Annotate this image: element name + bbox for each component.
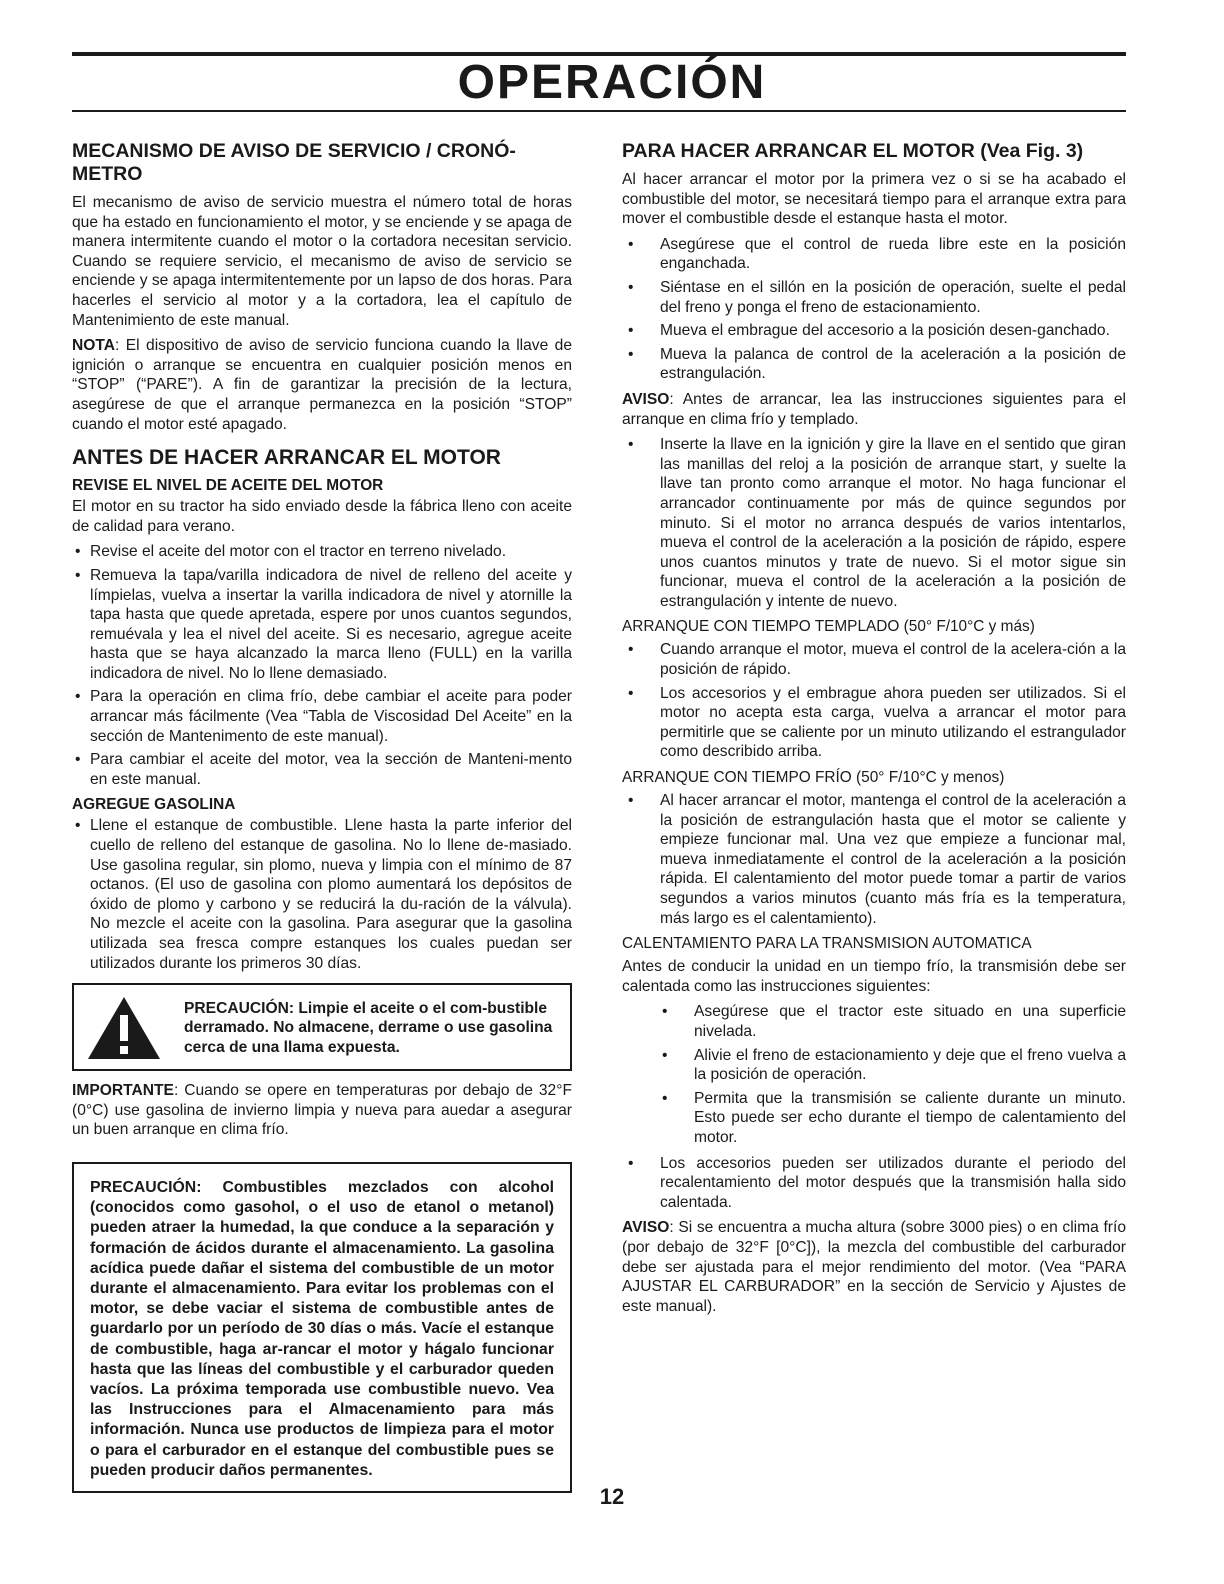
paragraph-arrancar: Al hacer arrancar el motor por la primera vez o si se ha acabado el combustible del motor, se necesitará tiempo para el arranque extra para mover el combustible desde el estanque hasta el motor. [622, 171, 1126, 228]
paragraph-mecanismo: El mecanismo de aviso de servicio muestra el número total de horas que ha estado en funcionamiento el motor, y se enciende y se apaga de manera intermitente cuando el motor o la cortadora necesitan servicio. Cuando se requiere servicio, el mecanismo de aviso de servicio se enciende y se apaga intermitentemente por un lapso de dos horas. Para hacerles el servicio al motor y a la cortadora, lea el capítulo de Mantenimiento de este manual. [72, 194, 572, 329]
revise-list [72, 542, 572, 789]
nota-label: NOTA [72, 337, 116, 355]
section-heading-antes: ANTES DE HACER ARRANCAR EL MOTOR [72, 446, 501, 470]
frio-list [622, 791, 1126, 928]
left-column [72, 140, 572, 1493]
list-item: • Llene el estanque de combustible. Llene hasta la parte inferior del cuello de relleno del estanque de gasolina. No lo llene de-masiado. Use gasolina regular, sin plomo, nueva y limpia con el mínimo de 87 octanos. (El uso de gasolina con plomo aumentará los depósitos de óxido de plomo y carbono y se reducirá la du-ración de la válvula). No mezcle el aceite con la gasolina. Para asegurar que la gasolina utilizada sea fresca compre estanques los cuales puedan ser utilizados durante los primeros 30 días. [72, 816, 572, 973]
warning-triangle-icon [86, 995, 162, 1061]
list-item: • Para la operación en clima frío, debe cambiar el aceite para poder arrancar más fácilmente (Vea “Tabla de Viscosidad Del Aceite” en la sección de Mantenimento de este manual). [72, 687, 572, 746]
subheading-revise: REVISE EL NIVEL DE ACEITE DEL MOTOR [72, 477, 384, 495]
list-item: • Al hacer arrancar el motor, mantenga el control de la aceleración a la posición de estrangulación hasta que el motor se caliente y empieze funcionar mal. Una vez que empieze a funcionar mal, mueva inmediatamente el control de la aceleración a la posición rápida. El calentamiento del motor puede tomar a partir de varios segundos a varios minutos (cuanto más fría es la temperatura, más largo es el calentamiento). [622, 791, 1126, 928]
list-item: • Asegúrese que el control de rueda libre este en la posición enganchada. [622, 235, 1126, 274]
list-item: • Mueva el embrague del accesorio a la posición desen-ganchado. [622, 321, 1126, 341]
section-heading-arrancar: PARA HACER ARRANCAR EL MOTOR (Vea Fig. 3) [622, 140, 1084, 162]
paragraph-importante [72, 1081, 572, 1140]
caution-text: PRECAUCIÓN: Limpie el aceite o el com-bustible derramado. No almacene, derrame o use gasolina cerca de una llama expuesta. [184, 999, 553, 1056]
templado-list [622, 640, 1126, 762]
caution-box-spill [72, 983, 572, 1071]
aviso-text: : Si se encuentra a mucha altura (sobre 3000 pies) o en clima frío (por debajo de 32°F [0°C]), la mezcla del combustible del carburador debe ser ajustada para el mejor rendimiento del motor. (Vea “PARA AJUSTAR EL CARBURADOR” en la sección de Servicio y Ajustes de este manual). [622, 1219, 1126, 1315]
list-item: • Los accesorios y el embrague ahora pueden ser utilizados. Si el motor no acepta esta carga, vuelva a arrancar el motor para permitirle que se caliente por un minuto utilizando el estrangulador como describido arriba. [622, 684, 1126, 762]
paragraph-nota [72, 336, 572, 434]
subheading-frio: ARRANQUE CON TIEMPO FRÍO (50° F/10°C y menos) [622, 769, 1005, 787]
section-heading-mecanismo: MECANISMO DE AVISO DE SERVICIO / CRONÓ-METRO [72, 140, 516, 185]
subheading-templado: ARRANQUE CON TIEMPO TEMPLADO (50° F/10°C y más) [622, 618, 1035, 636]
list-item: • Permita que la transmisión se caliente durante un minuto. Esto puede ser echo durante el tiempo de calentamiento del motor. [656, 1089, 1126, 1148]
paragraph-revise: El motor en su tractor ha sido enviado desde la fábrica lleno con aceite de calidad para verano. [72, 498, 572, 535]
list-item: • Asegúrese que el tractor este situado en una superficie nivelada. [656, 1002, 1126, 1041]
arrancar-list [622, 235, 1126, 384]
subheading-calentamiento: CALENTAMIENTO PARA LA TRANSMISION AUTOMATICA [622, 935, 1032, 953]
paragraph-aviso-altura [622, 1218, 1126, 1316]
header-rule-bottom [72, 110, 1126, 112]
gasolina-list [72, 816, 572, 973]
importante-label: IMPORTANTE [72, 1082, 174, 1100]
aviso-text: : Antes de arrancar, lea las instrucciones siguientes para el arranque en clima frío y templado. [622, 390, 1126, 428]
list-item: • Cuando arranque el motor, mueva el control de la acelera-ción a la posición de rápido. [622, 640, 1126, 679]
page-title: OPERACIÓN [457, 56, 767, 109]
aviso-label: AVISO [622, 390, 670, 408]
list-item: • Siéntase en el sillón en la posición de operación, suelte el pedal del freno y ponga el freno de estacionamiento. [622, 278, 1126, 317]
accesorios-list [622, 1154, 1126, 1213]
calentamiento-list [656, 1002, 1126, 1147]
right-column [622, 140, 1126, 1322]
list-item: • Revise el aceite del motor con el tractor en terreno nivelado. [72, 542, 572, 562]
list-item: • Alivie el freno de estacionamiento y deje que el freno vuelva a la posición de operación. [656, 1046, 1126, 1085]
list-item: • Inserte la llave en la ignición y gire la llave en el sentido que giran las manillas del reloj a la posición de arranque start, y suelte la llave tan pronto como arranque el motor. No haga funcionar el arrancador continuamente por más de quince segundos por minuto. Si el motor no arranca después de varios intentarlos, mueva el control de la aceleración a la posición de rápido, espere unos cuantos minutos y trate de nuevo. Si el motor sigue sin funcionar, mueva el control de la aceleración a la posición de estrangulación y intente de nuevo. [622, 435, 1126, 611]
list-item: • Los accesorios pueden ser utilizados durante el periodo del recalentamiento del motor después que la transmisión halla sido calentada. [622, 1154, 1126, 1213]
caution-box-alcohol: PRECAUCIÓN: Combustibles mezclados con alcohol (conocidos como gasohol, o el uso de etanol o metanol) pueden atraer la humedad, la que conduce a la separación y formación de ácidos durante el almacenamiento. La gasolina acídica puede dañar el sistema del combustible de un motor durante el almacenamiento. Para evitar los problemas con el motor, se debe vaciar el sistema de combustible antes de guardarlo por un período de 30 días o más. Vacíe el estanque de combustible, haga ar-rancar el motor y hágalo funcionar hasta que las líneas del combustible y el carburador queden vacíos. La próxima temporada use combustible nuevo. Vea las Instrucciones para el Almacenamiento para más información. Nunca use productos de limpieza para el motor o para el carburador en el estanque del combustible pues se pueden producir daños permanentes. [72, 1162, 572, 1493]
aviso-label: AVISO [622, 1219, 670, 1237]
subheading-gasolina: AGREGUE GASOLINA [72, 796, 236, 814]
paragraph-aviso-arranque [622, 390, 1126, 429]
list-item: • Mueva la palanca de control de la aceleración a la posición de estrangulación. [622, 345, 1126, 384]
nota-text: : El dispositivo de aviso de servicio funciona cuando la llave de ignición o arranque se encuentra en cualquier posición menos en “STOP” (“PARE”). A fin de garantizar la precisión de la lectura, asegúrese de que el arranque permanezca en la posición “STOP” cuando el motor esté apagado. [72, 337, 572, 433]
page-number: 12 [599, 1484, 625, 1509]
importante-text: : Cuando se opere en temperaturas por debajo de 32°F (0°C) use gasolina de invierno limpia y nueva para auedar a asegurar un buen arranque en clima frío. [72, 1082, 572, 1139]
list-item: • Para cambiar el aceite del motor, vea la sección de Manteni-mento en este manual. [72, 750, 572, 789]
paragraph-calentamiento: Antes de conducir la unidad en un tiempo frío, la transmisión debe ser calentada como las instrucciones siguientes: [622, 958, 1126, 995]
list-item: • Remueva la tapa/varilla indicadora de nivel de relleno del aceite y límpielas, vuelva a insertar la varilla indicadora de nivel y atornille la tapa hasta que quede apretada, espere por unos cuantos segundos, remuévala y lea el nivel del aceite. Si es necesario, agregue aceite hasta que se haya alcanzado la marca lleno (FULL) en la varilla indicadora de nivel. No lo llene demasiado. [72, 566, 572, 684]
aviso-list [622, 435, 1126, 611]
